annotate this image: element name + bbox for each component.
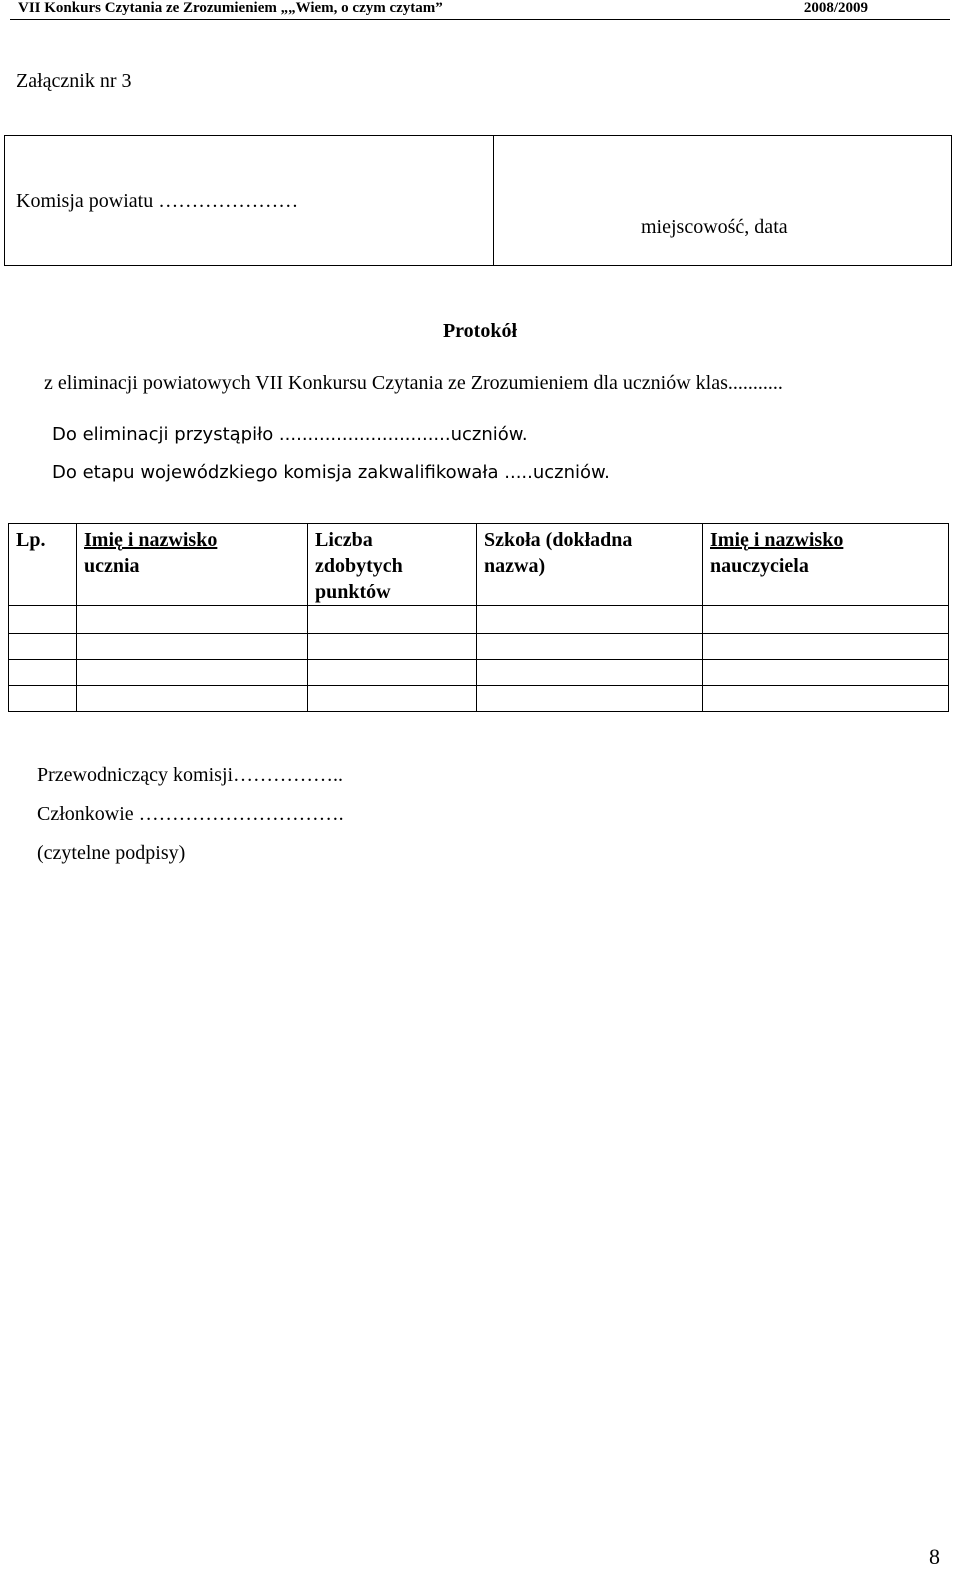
table-row: [9, 634, 949, 660]
commission-box: [4, 135, 952, 266]
header-points: Liczba zdobytych punktów: [308, 524, 477, 606]
header-school: Szkoła (dokładna nazwa): [477, 524, 703, 606]
table-row: [9, 660, 949, 686]
page-header: [18, 0, 942, 17]
table-header-row: [9, 524, 949, 606]
protocol-line-3: Do etapu wojewódzkiego komisja zakwalifikowała .....uczniów.: [52, 462, 610, 483]
members-signature-line: Członkowie ………………………….: [37, 803, 344, 825]
table-row: [9, 606, 949, 634]
header-lp: Lp.: [9, 524, 77, 606]
commission-district-field: Komisja powiatu …………………: [16, 190, 299, 212]
header-title: VII Konkurs Czytania ze Zrozumieniem „„Wiem, o czym czytam”: [18, 0, 443, 16]
header-divider: [10, 19, 950, 20]
protocol-title: Protokół: [442, 320, 518, 342]
chair-signature-line: Przewodniczący komisji……………..: [37, 764, 344, 786]
results-table: [8, 523, 949, 712]
attachment-label: Załącznik nr 3: [16, 70, 132, 92]
place-date-field: miejscowość, data: [641, 216, 788, 238]
header-student-name: Imię i nazwisko ucznia: [77, 524, 308, 606]
page-number: 8: [929, 1544, 940, 1569]
box-divider: [493, 136, 494, 265]
protocol-line-2: Do eliminacji przystąpiło ..............................uczniów.: [52, 424, 528, 445]
header-year: 2008/2009: [803, 0, 868, 16]
protocol-line-1: z eliminacji powiatowych VII Konkursu Czytania ze Zrozumieniem dla uczniów klas...........: [44, 372, 783, 394]
signature-note: (czytelne podpisy): [37, 842, 186, 864]
header-teacher: Imię i nazwisko nauczyciela: [703, 524, 949, 606]
table-row: [9, 686, 949, 712]
